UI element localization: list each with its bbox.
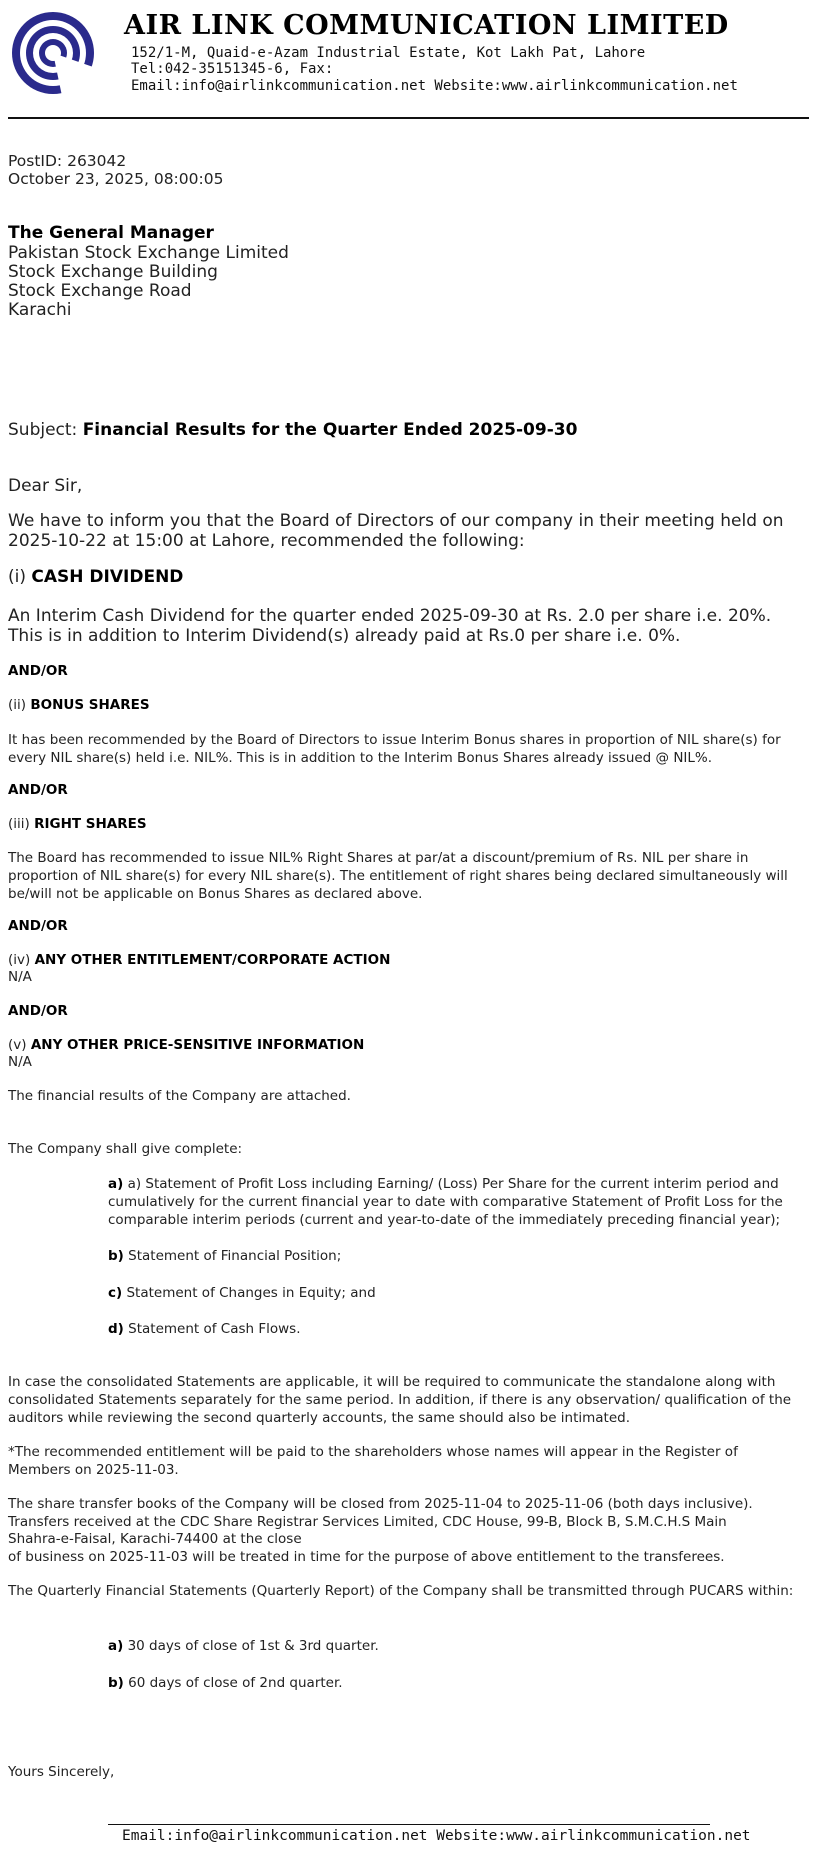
timeline-text-b: 60 days of close of 2nd quarter. (123, 1675, 343, 1691)
right-shares-title: RIGHT SHARES (34, 816, 147, 832)
other-entitlement-number: (iv) (8, 952, 35, 968)
company-logo (10, 10, 96, 96)
timeline-marker-a: a) (108, 1638, 124, 1654)
quarterly-paragraph: The Quarterly Financial Statements (Quarterly Report) of the Company shall be transmitted through PUCARS within: (8, 1583, 794, 1599)
cash-dividend-text: An Interim Cash Dividend for the quarter ended 2025-09-30 at Rs. 2.0 per share i.e. 20%. This is in addition to Interim Dividend(s) already paid at Rs.0 per share i.e. 0%. (8, 606, 772, 646)
recipient-line-2: Stock Exchange Building (8, 262, 218, 282)
recipient-line-1: Pakistan Stock Exchange Limited (8, 243, 289, 263)
statement-marker-d: d) (108, 1321, 124, 1337)
statement-item-d (108, 1320, 796, 1338)
bonus-text: It has been recommended by the Board of Directors to issue Interim Bonus shares in proportion of NIL share(s) for every NIL share(s) held i.e. NIL%. This is in addition to the Interim Bonus Shares already issued @ NIL%. (8, 732, 781, 766)
and-or-4: AND/OR (8, 1003, 68, 1019)
transfer-books-line-4: of business on 2025-11-03 will be treated in time for the purpose of above entitlement to the transferees. (8, 1549, 725, 1565)
intro-paragraph: We have to inform you that the Board of Directors of our company in their meeting held on 2025-10-22 at 15:00 at Lahore, recommended the following: (8, 511, 784, 551)
right-shares-number: (iii) (8, 816, 35, 832)
transfer-books-line-2: Transfers received at the CDC Share Registrar Services Limited, CDC House, 99-B, Block B, S.M.C.H.S Main (8, 1514, 727, 1530)
results-attached: The financial results of the Company are attached. (8, 1088, 351, 1104)
and-or-1: AND/OR (8, 663, 68, 679)
bonus-number: (ii) (8, 697, 31, 713)
shall-give: The Company shall give complete: (8, 1141, 243, 1157)
timeline-item-a (108, 1637, 796, 1655)
salutation: Dear Sir, (8, 476, 83, 496)
entitlement-note: *The recommended entitlement will be paid to the shareholders whose names will appear in the Register of Members on 2025-11-03. (8, 1444, 738, 1478)
other-entitlement-heading (8, 951, 390, 969)
cash-dividend-title: CASH DIVIDEND (31, 567, 184, 587)
right-shares-text: The Board has recommended to issue NIL% Right Shares at par/at a discount/premium of Rs. NIL per share in proportion of NIL share(s) for every NIL share(s). The entitlement of right shares being declared simultaneously will be/will not be applicable on Bonus Shares as declared above. (8, 850, 788, 902)
closing: Yours Sincerely, (8, 1764, 115, 1780)
statement-item-c (108, 1284, 796, 1302)
statement-marker-b: b) (108, 1248, 124, 1264)
statement-text-a: a) Statement of Profit Loss including Earning/ (Loss) Per Share for the current interim period and cumulatively for the current financial year to date with comparative Statement of Profit Loss for the comparable interim periods (current and year-to-date of the immediately preceding financial year); (108, 1176, 783, 1228)
statement-text-c: Statement of Changes in Equity; and (122, 1285, 376, 1301)
footer-email-website: Email:info@airlinkcommunication.net Website:www.airlinkcommunication.net (122, 1828, 751, 1844)
right-shares-heading (8, 815, 147, 833)
recipient-line-4: Karachi (8, 300, 72, 320)
timeline-marker-b: b) (108, 1675, 124, 1691)
company-name: AIR LINK COMMUNICATION LIMITED (124, 10, 729, 41)
bonus-title: BONUS SHARES (30, 697, 150, 713)
timeline-item-b (108, 1674, 796, 1692)
recipient-line-3: Stock Exchange Road (8, 281, 192, 301)
and-or-2: AND/OR (8, 782, 68, 798)
statement-item-a (108, 1175, 796, 1229)
company-phone-fax: Tel:042-35151345-6, Fax: (131, 61, 334, 77)
subject-line (8, 420, 577, 440)
cash-dividend-heading (8, 567, 183, 587)
statement-text-d: Statement of Cash Flows. (123, 1321, 301, 1337)
other-price-value: N/A (8, 1054, 32, 1070)
company-email-website: Email:info@airlinkcommunication.net Website:www.airlinkcommunication.net (131, 78, 738, 94)
other-price-title: ANY OTHER PRICE-SENSITIVE INFORMATION (30, 1037, 365, 1053)
header-divider (8, 117, 809, 119)
cash-dividend-number: (i) (8, 567, 32, 587)
statement-marker-c: c) (108, 1285, 123, 1301)
other-price-heading (8, 1036, 364, 1054)
timeline-text-a: 30 days of close of 1st & 3rd quarter. (123, 1638, 379, 1654)
transfer-books-line-3: Shahra-e-Faisal, Karachi-74400 at the close (8, 1531, 302, 1547)
statement-text-b: Statement of Financial Position; (123, 1248, 342, 1264)
transfer-books-line-1: The share transfer books of the Company will be closed from 2025-11-04 to 2025-11-06 (both days inclusive). (8, 1496, 753, 1512)
other-entitlement-value: N/A (8, 969, 32, 985)
other-price-number: (v) (8, 1037, 31, 1053)
post-datetime: October 23, 2025, 08:00:05 (8, 170, 224, 188)
statement-marker-a: a) (108, 1176, 124, 1192)
recipient-title: The General Manager (8, 223, 214, 243)
company-address: 152/1-M, Quaid-e-Azam Industrial Estate, Kot Lakh Pat, Lahore (131, 45, 646, 61)
other-entitlement-title: ANY OTHER ENTITLEMENT/CORPORATE ACTION (34, 952, 391, 968)
consolidated-paragraph: In case the consolidated Statements are applicable, it will be required to communicate the standalone along with consolidated Statements separately for the same period. In addition, if there is any observation/ qualification of the auditors while reviewing the second quarterly accounts, the same should also be intimated. (8, 1374, 792, 1426)
and-or-3: AND/OR (8, 918, 68, 934)
subject-text: Financial Results for the Quarter Ended 2025-09-30 (82, 420, 578, 440)
bonus-heading (8, 696, 150, 714)
post-id: PostID: 263042 (8, 152, 127, 170)
statement-item-b (108, 1247, 796, 1265)
subject-label: Subject: (8, 420, 83, 440)
footer-divider (108, 1824, 710, 1825)
